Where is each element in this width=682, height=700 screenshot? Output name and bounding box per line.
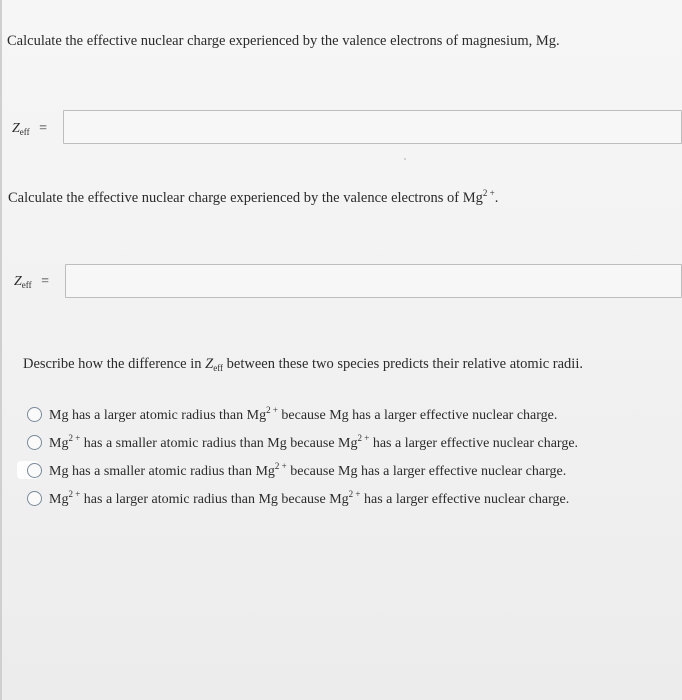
zeff-subscript: eff <box>213 363 224 373</box>
question-3-text-end: between these two species predicts their relative atomic radii. <box>223 356 583 372</box>
zeff-answer-input-1[interactable] <box>63 110 682 144</box>
option-2-text: Mg$^2$ + has a smaller atomic radius than Mg because Mg$^2$ + has a larger effective nuclear charge. <box>49 432 579 451</box>
zeff-answer-input-2[interactable] <box>65 264 682 298</box>
zeff-subscript: eff <box>19 127 30 137</box>
zeff-symbol: Z <box>12 121 20 136</box>
option-2[interactable] <box>27 428 578 456</box>
mg-ion-charge: 2 + <box>482 188 495 198</box>
option-1[interactable] <box>27 400 578 428</box>
question-3-text-start: Describe how the difference in <box>23 356 206 372</box>
radio-button[interactable] <box>27 463 42 478</box>
radio-button[interactable] <box>27 407 42 422</box>
zeff-subscript: eff <box>21 280 32 290</box>
question-2-text: Calculate the effective nuclear charge experienced by the valence electrons of Mg <box>8 190 483 206</box>
equals-sign: = <box>39 121 48 136</box>
left-edge <box>0 0 2 700</box>
zeff-label-1 <box>12 121 47 137</box>
zeff-label-2 <box>14 274 49 290</box>
question-2-period: . <box>494 190 499 206</box>
option-4[interactable] <box>27 484 578 512</box>
question-1-prompt: Calculate the effective nuclear charge experienced by the valence electrons of magnesium, Mg. <box>7 33 560 49</box>
artifact-dot <box>404 158 406 160</box>
zeff-symbol: Z <box>205 356 214 372</box>
equals-sign: = <box>41 274 50 289</box>
option-1-text: Mg has a larger atomic radius than Mg$^2$ + because Mg has a larger effective nuclear charge. <box>49 404 558 423</box>
answer-options <box>27 400 578 512</box>
radio-button[interactable] <box>27 435 42 450</box>
question-3-prompt <box>23 356 583 373</box>
radio-button[interactable] <box>27 491 42 506</box>
option-3[interactable] <box>27 456 578 484</box>
option-4-text: Mg$^2$ + has a larger atomic radius than Mg because Mg$^2$ + has a larger effective nuclear charge. <box>49 488 570 507</box>
zeff-symbol: Z <box>14 274 22 289</box>
option-3-text: Mg has a smaller atomic radius than Mg$^2$ + because Mg has a larger effective nuclear charge. <box>49 460 567 479</box>
question-2-prompt <box>8 188 498 207</box>
